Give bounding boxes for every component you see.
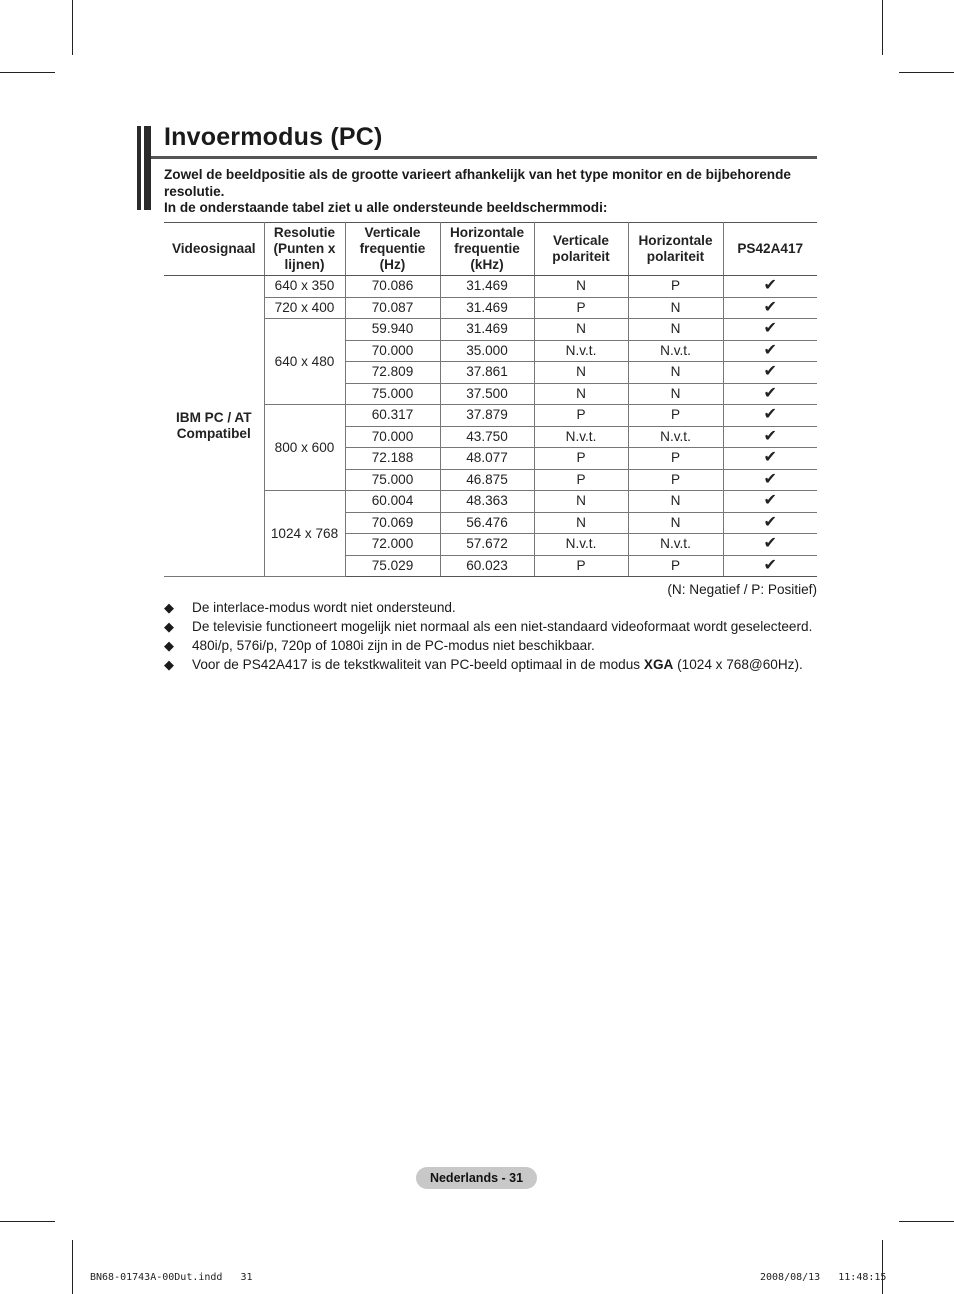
- horizontal-frequency-cell: 31.469: [440, 297, 534, 319]
- diamond-bullet-icon: ◆: [164, 657, 174, 672]
- horizontal-polarity-cell: N: [628, 297, 723, 319]
- resolution-cell: 640 x 350: [264, 276, 345, 298]
- list-item: [164, 619, 824, 635]
- crop-mark: [72, 0, 73, 55]
- vertical-polarity-cell: P: [534, 405, 628, 427]
- diamond-bullet-icon: ◆: [164, 638, 174, 653]
- crop-mark: [882, 1240, 883, 1294]
- horizontal-polarity-cell: N: [628, 319, 723, 341]
- vertical-polarity-cell: P: [534, 555, 628, 577]
- note-text: 480i/p, 576i/p, 720p of 1080i zijn in de PC-modus niet beschikbaar.: [192, 638, 595, 653]
- horizontal-polarity-cell: N.v.t.: [628, 426, 723, 448]
- horizontal-frequency-cell: 48.363: [440, 491, 534, 513]
- vertical-polarity-cell: N.v.t.: [534, 426, 628, 448]
- vertical-polarity-cell: P: [534, 448, 628, 470]
- intro-text: [164, 167, 824, 217]
- horizontal-frequency-cell: 37.879: [440, 405, 534, 427]
- vertical-polarity-cell: N.v.t.: [534, 340, 628, 362]
- support-check-cell: ✔: [723, 297, 817, 319]
- note-text: (1024 x 768@60Hz).: [673, 657, 803, 672]
- horizontal-frequency-cell: 46.875: [440, 469, 534, 491]
- support-check-cell: ✔: [723, 405, 817, 427]
- horizontal-frequency-cell: 37.500: [440, 383, 534, 405]
- vertical-frequency-cell: 70.000: [345, 340, 440, 362]
- vertical-polarity-cell: N: [534, 362, 628, 384]
- note-emphasis: XGA: [643, 657, 674, 672]
- horizontal-frequency-cell: 57.672: [440, 534, 534, 556]
- vertical-frequency-cell: 72.809: [345, 362, 440, 384]
- vertical-frequency-cell: 75.000: [345, 469, 440, 491]
- horizontal-polarity-cell: N: [628, 383, 723, 405]
- display-modes-table: [164, 222, 817, 577]
- support-check-cell: ✔: [723, 448, 817, 470]
- list-item: [164, 600, 824, 616]
- support-check-cell: ✔: [723, 534, 817, 556]
- note-text: De interlace-modus wordt niet ondersteund.: [192, 600, 456, 615]
- title-accent-bars: [137, 126, 151, 210]
- horizontal-frequency-cell: 43.750: [440, 426, 534, 448]
- crop-mark: [0, 1221, 55, 1222]
- print-slug-file: BN68-01743A-00Dut.indd 31: [90, 1272, 253, 1283]
- support-check-cell: ✔: [723, 426, 817, 448]
- resolution-cell: 640 x 480: [264, 319, 345, 405]
- support-check-cell: ✔: [723, 340, 817, 362]
- vertical-frequency-cell: 72.000: [345, 534, 440, 556]
- column-header: PS42A417: [723, 223, 817, 276]
- crop-mark: [899, 72, 954, 73]
- support-check-cell: ✔: [723, 383, 817, 405]
- print-slug-date: 2008/08/13 11:48:15: [760, 1272, 887, 1283]
- crop-mark: [882, 0, 883, 55]
- support-check-cell: ✔: [723, 512, 817, 534]
- horizontal-polarity-cell: P: [628, 555, 723, 577]
- page-title: Invoermodus (PC): [164, 123, 383, 151]
- intro-line: Zowel de beeldpositie als de grootte varieert afhankelijk van het type monitor en de bijbehorende resolutie.: [164, 167, 791, 199]
- page-number-badge: Nederlands - 31: [416, 1167, 537, 1189]
- note-text: Voor de PS42A417 is de tekstkwaliteit van PC-beeld optimaal in de modus: [192, 657, 644, 672]
- vertical-polarity-cell: N: [534, 491, 628, 513]
- horizontal-frequency-cell: 56.476: [440, 512, 534, 534]
- support-check-cell: ✔: [723, 491, 817, 513]
- horizontal-frequency-cell: 31.469: [440, 276, 534, 298]
- diamond-bullet-icon: ◆: [164, 619, 174, 634]
- vertical-frequency-cell: 72.188: [345, 448, 440, 470]
- column-header: Resolutie (Punten x lijnen): [264, 223, 345, 276]
- vertical-frequency-cell: 70.086: [345, 276, 440, 298]
- support-check-cell: ✔: [723, 319, 817, 341]
- polarity-legend: (N: Negatief / P: Positief): [667, 582, 817, 597]
- vertical-polarity-cell: N: [534, 512, 628, 534]
- video-signal-cell: IBM PC / AT Compatibel: [164, 276, 264, 577]
- horizontal-polarity-cell: P: [628, 448, 723, 470]
- column-header: Verticale polariteit: [534, 223, 628, 276]
- column-header: Horizontale polariteit: [628, 223, 723, 276]
- support-check-cell: ✔: [723, 362, 817, 384]
- horizontal-polarity-cell: P: [628, 405, 723, 427]
- table-row: [164, 276, 817, 298]
- resolution-cell: 1024 x 768: [264, 491, 345, 577]
- crop-mark: [72, 1240, 73, 1294]
- horizontal-polarity-cell: P: [628, 276, 723, 298]
- vertical-frequency-cell: 70.069: [345, 512, 440, 534]
- vertical-frequency-cell: 60.317: [345, 405, 440, 427]
- vertical-polarity-cell: P: [534, 469, 628, 491]
- notes-list: [164, 600, 824, 676]
- note-text: De televisie functioneert mogelijk niet normaal als een niet-standaard videoformaat wordt geselecteerd.: [192, 619, 813, 634]
- support-check-cell: ✔: [723, 555, 817, 577]
- horizontal-frequency-cell: 60.023: [440, 555, 534, 577]
- vertical-polarity-cell: P: [534, 297, 628, 319]
- horizontal-frequency-cell: 31.469: [440, 319, 534, 341]
- vertical-frequency-cell: 60.004: [345, 491, 440, 513]
- vertical-polarity-cell: N.v.t.: [534, 534, 628, 556]
- horizontal-polarity-cell: N.v.t.: [628, 534, 723, 556]
- crop-mark: [899, 1221, 954, 1222]
- title-underline: [151, 156, 817, 159]
- vertical-frequency-cell: 59.940: [345, 319, 440, 341]
- column-header: Horizontale frequentie (kHz): [440, 223, 534, 276]
- horizontal-polarity-cell: P: [628, 469, 723, 491]
- column-header: Verticale frequentie (Hz): [345, 223, 440, 276]
- vertical-frequency-cell: 70.000: [345, 426, 440, 448]
- vertical-polarity-cell: N: [534, 319, 628, 341]
- crop-mark: [0, 72, 55, 73]
- support-check-cell: ✔: [723, 276, 817, 298]
- diamond-bullet-icon: ◆: [164, 600, 174, 615]
- list-item: [164, 657, 824, 673]
- horizontal-frequency-cell: 37.861: [440, 362, 534, 384]
- vertical-frequency-cell: 75.000: [345, 383, 440, 405]
- horizontal-frequency-cell: 35.000: [440, 340, 534, 362]
- vertical-frequency-cell: 70.087: [345, 297, 440, 319]
- intro-line: In de onderstaande tabel ziet u alle ondersteunde beeldschermmodi:: [164, 200, 608, 215]
- horizontal-polarity-cell: N.v.t.: [628, 340, 723, 362]
- support-check-cell: ✔: [723, 469, 817, 491]
- resolution-cell: 720 x 400: [264, 297, 345, 319]
- horizontal-polarity-cell: N: [628, 491, 723, 513]
- horizontal-polarity-cell: N: [628, 362, 723, 384]
- table-body: [164, 276, 817, 577]
- vertical-polarity-cell: N: [534, 383, 628, 405]
- vertical-frequency-cell: 75.029: [345, 555, 440, 577]
- resolution-cell: 800 x 600: [264, 405, 345, 491]
- column-header: Videosignaal: [164, 223, 264, 276]
- table-header-row: [164, 223, 817, 276]
- horizontal-frequency-cell: 48.077: [440, 448, 534, 470]
- horizontal-polarity-cell: N: [628, 512, 723, 534]
- list-item: [164, 638, 824, 654]
- vertical-polarity-cell: N: [534, 276, 628, 298]
